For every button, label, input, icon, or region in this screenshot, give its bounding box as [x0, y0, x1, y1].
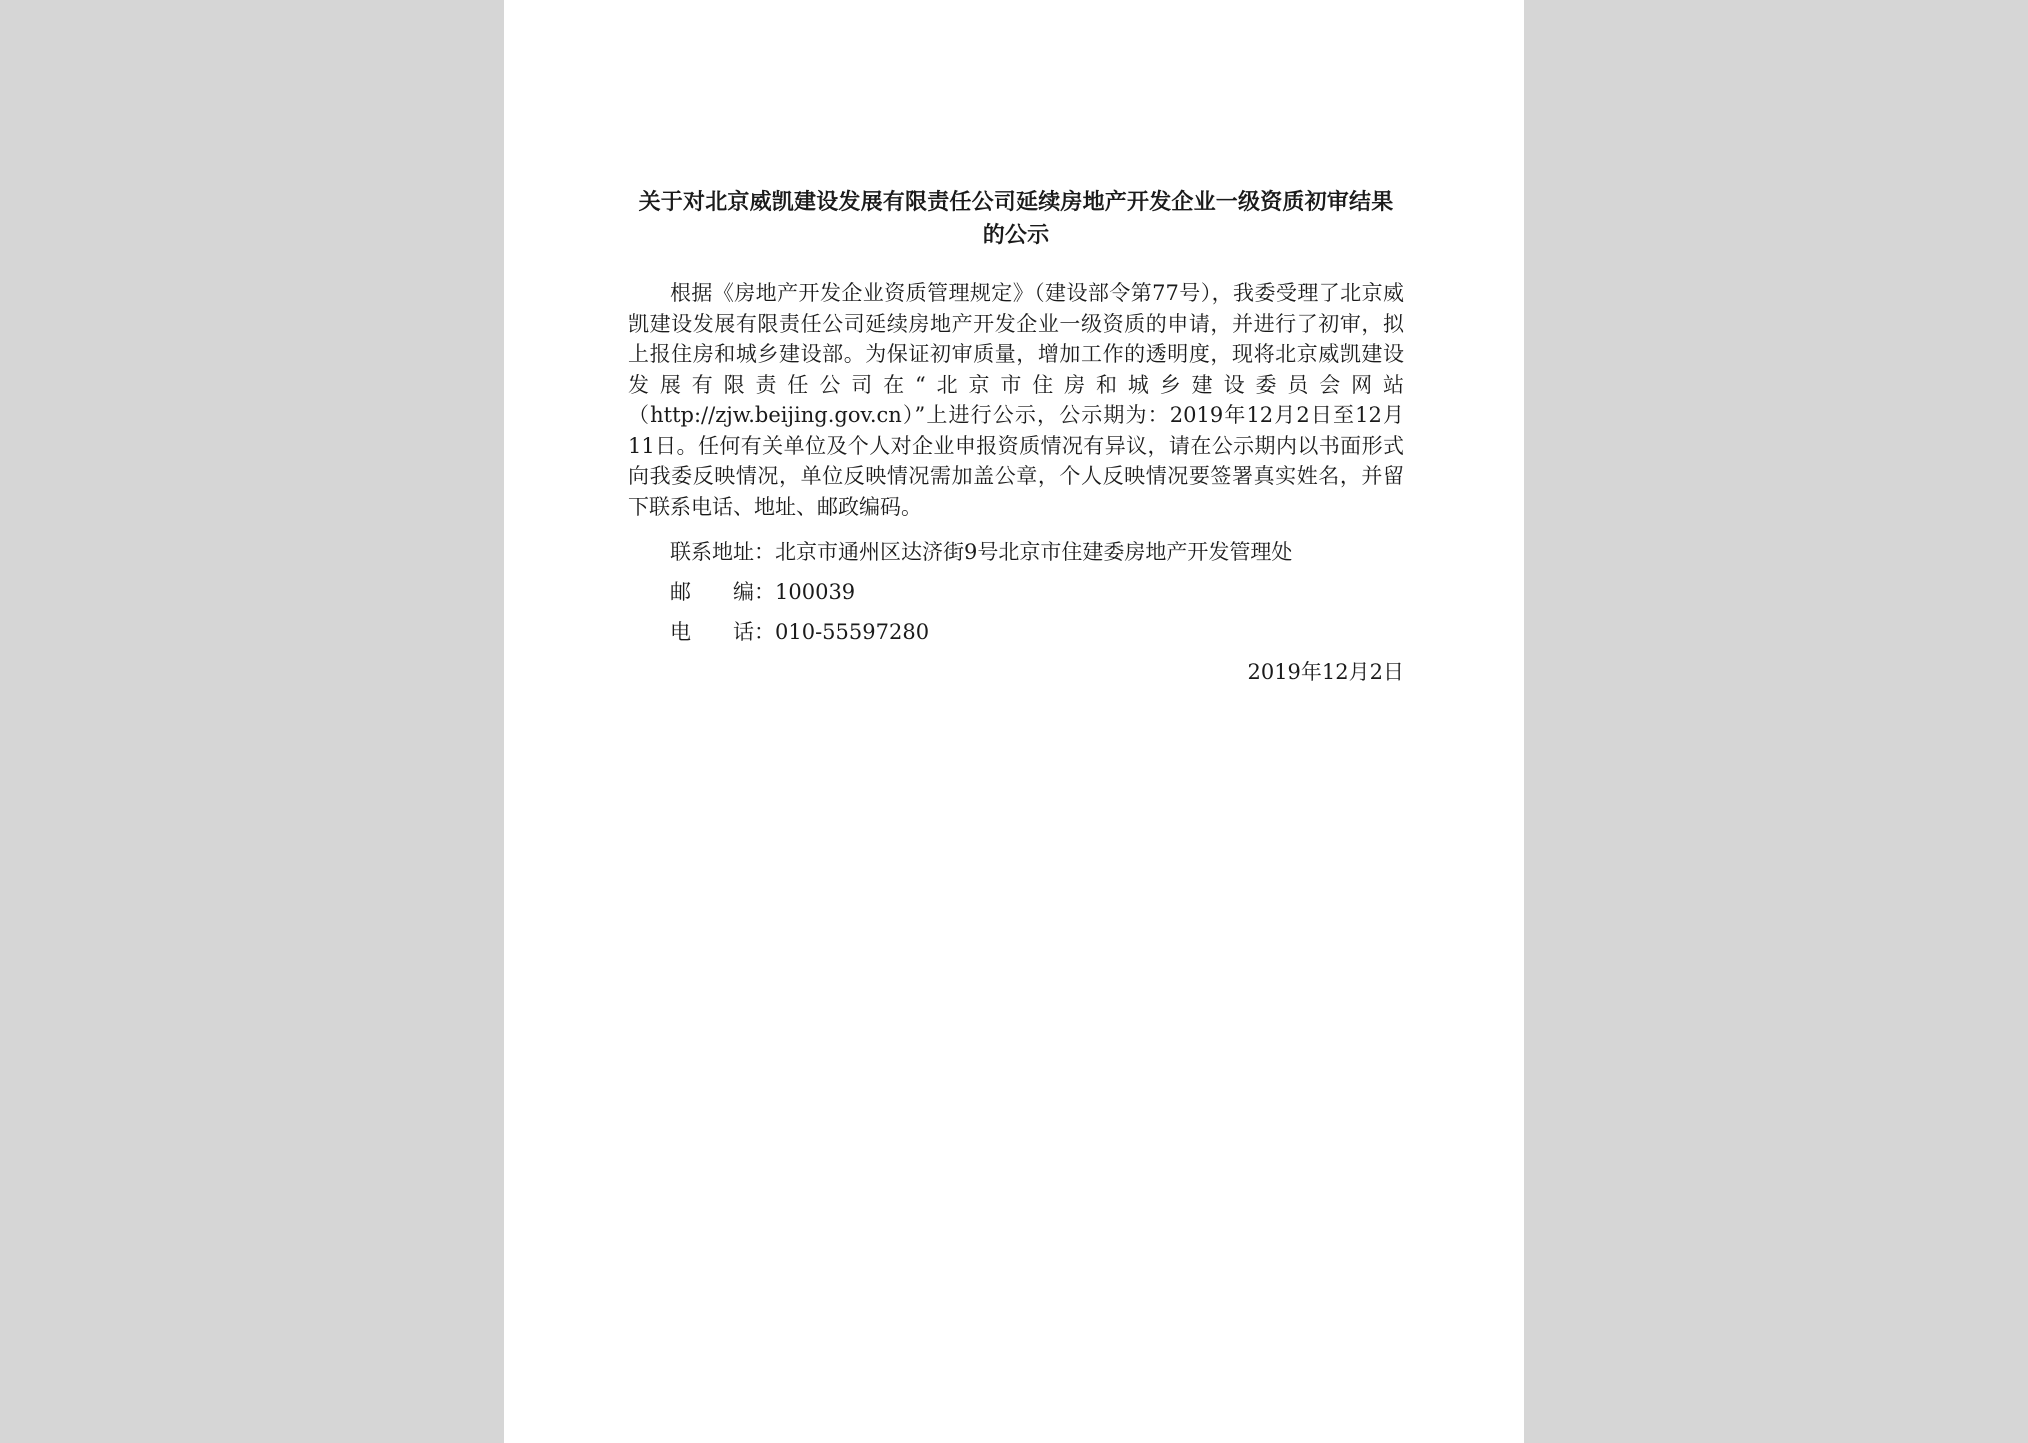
- document-date: 2019年12月2日: [1247, 660, 1404, 684]
- postcode-value: 100039: [775, 580, 856, 604]
- address-label: 联系地址：: [670, 540, 775, 564]
- phone-value: 010-55597280: [775, 620, 930, 644]
- contact-block: [628, 532, 1404, 652]
- phone-label: 电 话：: [670, 620, 775, 644]
- contact-address-row: [628, 532, 1404, 572]
- document-page: [504, 0, 1524, 1443]
- body-paragraph: 根据《房地产开发企业资质管理规定》（建设部令第77号），我委受理了北京威凯建设发展有限责任公司延续房地产开发企业一级资质的申请，并进行了初审，拟上报住房和城乡建设部。为保证初审质量，增加工作的透明度，现将北京威凯建设发展有限责任公司在“北京市住房和城乡建设委员会网站（http://zjw.beijing.gov.cn）”上进行公示，公示期为：2019年12月2日至12月11日。任何有关单位及个人对企业申报资质情况有异议，请在公示期内以书面形式向我委反映情况，单位反映情况需加盖公章，个人反映情况要签署真实姓名，并留下联系电话、地址、邮政编码。: [628, 281, 1404, 519]
- address-value: 北京市通州区达济街9号北京市住建委房地产开发管理处: [775, 540, 1293, 564]
- document-content: [628, 186, 1404, 692]
- contact-phone-row: [628, 612, 1404, 652]
- contact-postcode-row: [628, 572, 1404, 612]
- postcode-label: 邮 编：: [670, 580, 775, 604]
- document-title: 关于对北京威凯建设发展有限责任公司延续房地产开发企业一级资质初审结果的公示: [638, 190, 1394, 248]
